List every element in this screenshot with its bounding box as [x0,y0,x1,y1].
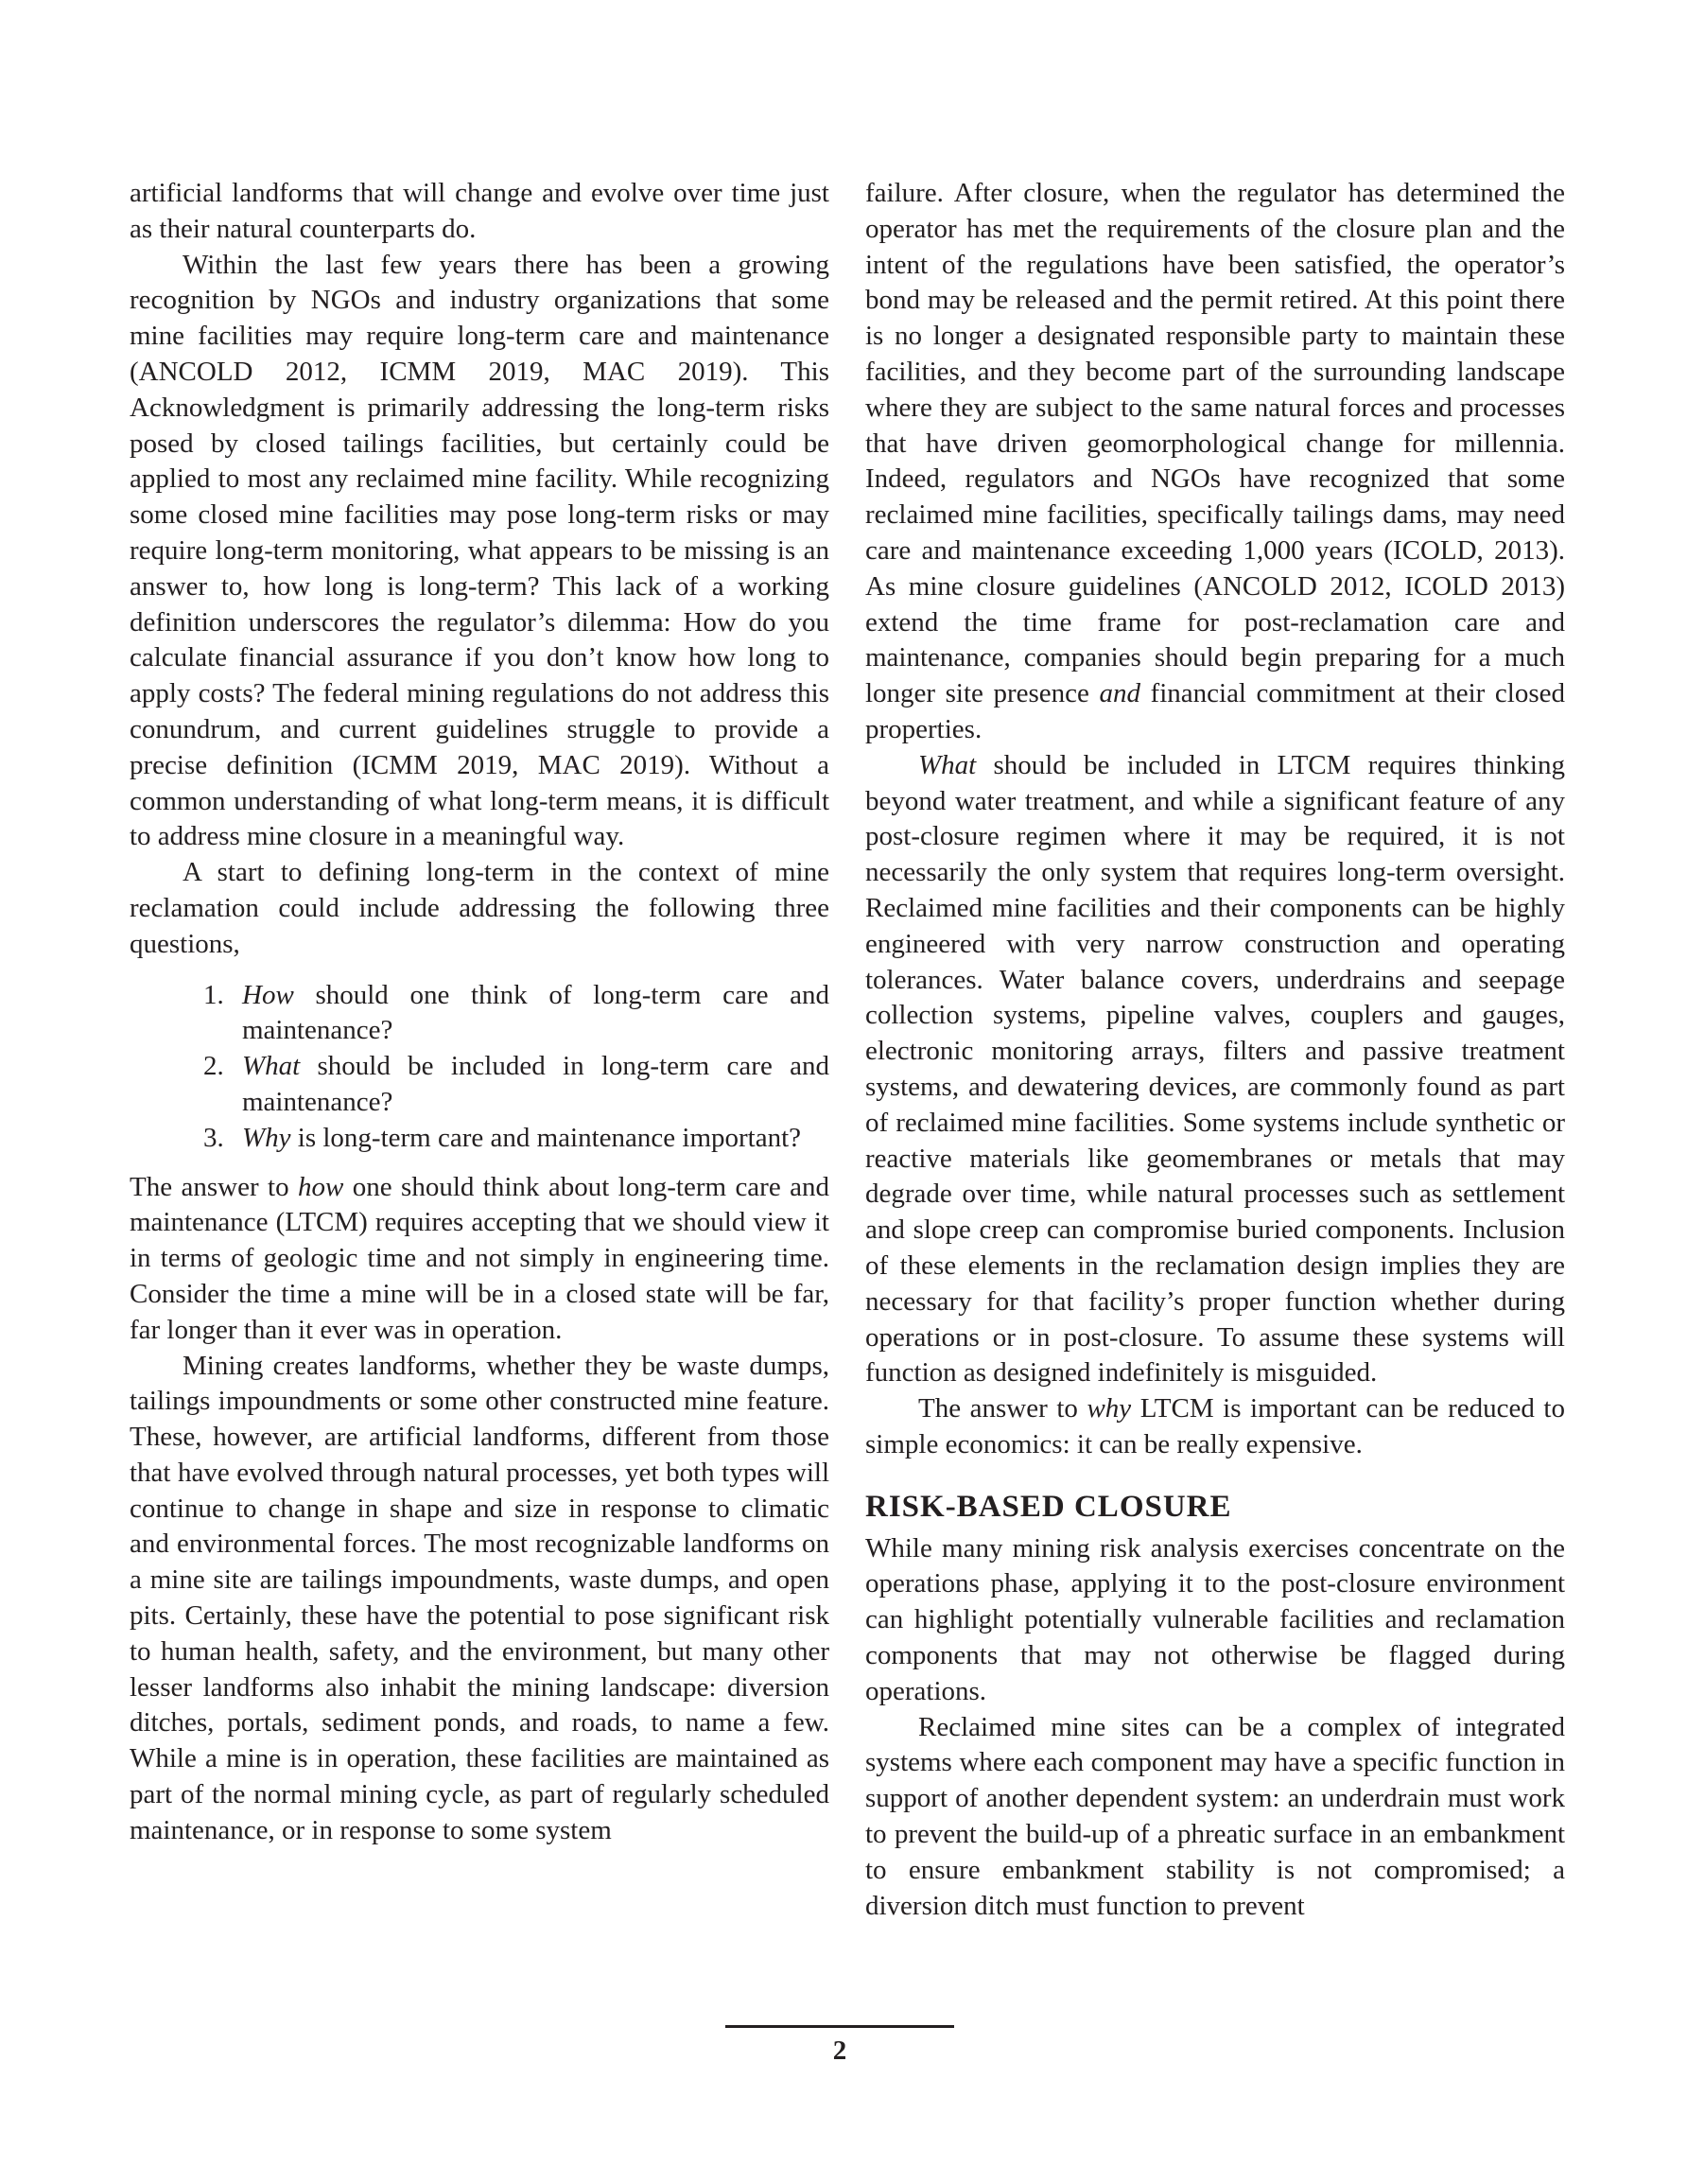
text-run: financial commitment at their closed properties. [865,678,1565,744]
text-run: failure. After closure, when the regulator has determined the operator has met the requirements of the closure plan and the intent of the regulations have been satisfied, the operator’s bond may be released and the permit retired. At this point there is no longer a designated responsible party to maintain these facilities, and they become part of the surrounding landscape where they are subject to the same natural forces and processes that have driven geomorphological change for millennia. Indeed, regulators and NGOs have recognized that some reclaimed mine facilities, specifically tailings dams, may need care and maintenance exceeding 1,000 years (ICOLD, 2013). As mine closure guidelines (ANCOLD 2012, ICOLD 2013) extend the time frame for post-reclamation care and maintenance, companies should begin preparing for a much longer site presence [865,178,1565,709]
emphasis: why [1087,1393,1132,1424]
text-run: The answer to [918,1393,1087,1424]
paragraph [865,1391,1565,1463]
text-run: one should think about long-term care and maintenance (LTCM) requires accepting that we should view it in terms of geologic time and not simply in engineering time. Consider the time a mine will be in a closed state will be far, far longer than it ever was in operation. [130,1171,829,1345]
list-item [231,1049,829,1121]
paragraph: Mining creates landforms, whether they be waste dumps, tailings impoundments or some other constructed mine feature. These, however, are artificial landforms, different from those that have evolved through natural processes, yet both types will continue to change in shape and size in response to climatic and environmental forces. The most recognizable landforms on a mine site are tailings impoundments, waste dumps, and open pits. Certainly, these have the potential to pose significant risk to human health, safety, and the environment, but many other lesser landforms also inhabit the mining landscape: diversion ditches, portals, sediment ponds, and roads, to name a few. While a mine is in operation, these facilities are maintained as part of the normal mining cycle, as part of regularly scheduled maintenance, or in response to some system [130,1350,829,1845]
emphasis: and [1099,678,1140,709]
question-text: is long-term care and maintenance important? [290,1122,802,1153]
text-run: The answer to [130,1171,299,1202]
emphasis: how [298,1171,344,1202]
paragraph: A start to defining long-term in the context of mine reclamation could include addressing the following three questions, [130,857,829,959]
list-item [231,1121,829,1157]
paragraph: Within the last few years there has been a growing recognition by NGOs and industry organizations that some mine facilities may require long-term care and maintenance (ANCOLD 2012, ICMM 2019, MAC 2019). This Acknowledgment is primarily addressing the long-term risks posed by closed tailings facilities, but certainly could be applied to most any reclaimed mine facility. While recognizing some closed mine facilities may pose long-term risks or may require long-term monitoring, what appears to be missing is an answer to, how long is long-term? This lack of a working definition underscores the regulator’s dilemma: How do you calculate financial assurance if you don’t know how long to apply costs? The federal mining regulations do not address this conundrum, and current guidelines struggle to provide a precise definition (ICMM 2019, MAC 2019). Without a common understanding of what long-term means, it is difficult to address mine closure in a meaningful way. [130,249,829,852]
question-lead: Why [242,1122,291,1153]
page-number: 2 [832,2035,847,2066]
question-text: should one think of long-term care and maintenance? [242,979,829,1046]
right-column [865,176,1565,1924]
paragraph [865,176,1565,748]
text-run: LTCM is important can be reduced to simple economics: it can be really expensive. [865,1393,1565,1459]
emphasis: What [918,749,977,780]
list-item [231,978,829,1050]
question-text: should be included in long-term care and maintenance? [242,1051,829,1117]
footer-rule [725,2025,954,2028]
paragraph: Reclaimed mine sites can be a complex of integrated systems where each component may have a specific function in support of another dependent system: an underdrain must work to prevent the build-up of a phreatic surface in an embankment to ensure embankment stability is not compromised; a diversion ditch must function to prevent [865,1711,1565,1921]
section-heading: RISK-BASED CLOSURE [865,1489,1232,1524]
paragraph [865,748,1565,1391]
paragraph: While many mining risk analysis exercises concentrate on the operations phase, applying it to the post-closure environment can highlight potentially vulnerable facilities and reclamation components that may not otherwise be flagged during operations. [865,1532,1565,1706]
paragraph: artificial landforms that will change and evolve over time just as their natural counterparts do. [130,178,829,244]
paragraph [130,1170,829,1349]
question-lead: What [242,1051,301,1082]
text-run: should be included in LTCM requires thinking beyond water treatment, and while a significant feature of any post-closure regimen where it may be required, it is not necessarily the only system that requires long-term oversight. Reclaimed mine facilities and their components can be highly engineered with very narrow construction and operating tolerances. Water balance covers, underdrains and seepage collection systems, pipeline valves, couplers and gauges, electronic monitoring arrays, filters and passive treatment systems, and dewatering devices, are commonly found as part of reclaimed mine facilities. Some systems include synthetic or reactive materials like geomembranes or metals that may degrade over time, while natural processes such as settlement and slope creep can compromise buried components. Inclusion of these elements in the reclamation design implies they are necessary for that facility’s proper function whether during operations or in post-closure. To assume these systems will function as designed indefinitely is misguided. [865,749,1565,1389]
question-lead: How [242,979,294,1010]
left-column [130,176,829,1849]
questions-list [130,978,829,1157]
